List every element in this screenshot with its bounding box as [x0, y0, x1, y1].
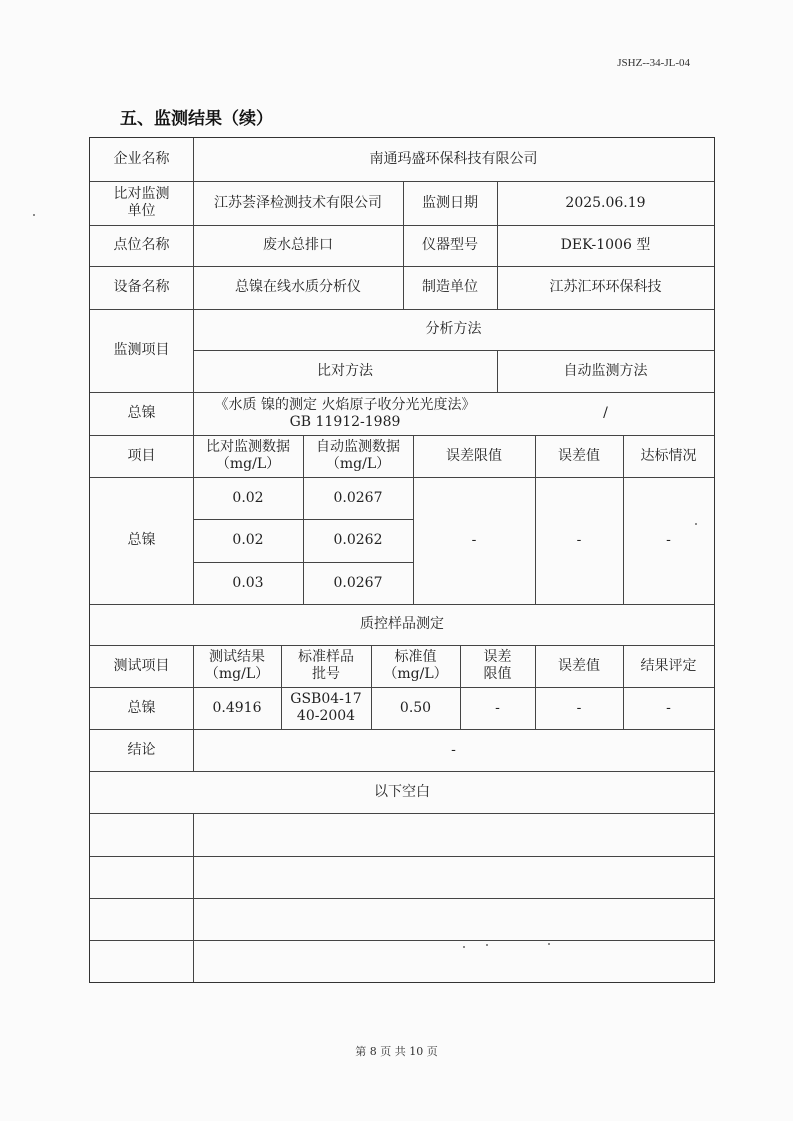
method-item-label: 监测项目 — [113, 342, 170, 358]
results-limit: - — [471, 532, 477, 548]
qc-header-result: 测试结果（mg/L） — [204, 649, 270, 682]
scan-speck — [548, 943, 550, 945]
document-code: JSHZ--34-JL-04 — [617, 57, 690, 69]
company-label: 企业名称 — [113, 151, 170, 167]
auto-method-value: / — [603, 405, 608, 421]
section-title: 五、监测结果（续） — [120, 109, 273, 129]
method-row-item: 总镍 — [127, 405, 156, 421]
company-value: 南通玛盛环保科技有限公司 — [369, 151, 538, 167]
results-header-item: 项目 — [127, 447, 156, 464]
monitoring-results-table — [89, 137, 715, 983]
results-header-auto: 自动监测数据（mg/L） — [316, 439, 400, 472]
scan-speck — [695, 523, 697, 525]
compare-method-header: 比对方法 — [317, 362, 373, 379]
monitor-date-value: 2025.06.19 — [565, 194, 646, 211]
qc-header-evaluation: 结果评定 — [640, 657, 697, 674]
results-header-error: 误差值 — [558, 447, 600, 464]
results-status: - — [666, 532, 671, 548]
results-error: - — [576, 532, 582, 548]
auto-method-header: 自动监测方法 — [563, 362, 648, 379]
qc-row-standard: 0.50 — [399, 699, 432, 716]
instrument-model-label: 仪器型号 — [422, 237, 478, 253]
results-header-limit: 误差限值 — [446, 447, 502, 464]
scan-speck — [463, 946, 465, 948]
compare-value-2: 0.02 — [232, 532, 264, 548]
qc-row-limit: - — [495, 699, 500, 716]
conclusion-value: - — [451, 741, 456, 758]
results-header-status: 达标情况 — [640, 447, 697, 464]
qc-header-error: 误差值 — [558, 657, 600, 674]
qc-row-result: 0.4916 — [212, 699, 262, 716]
results-header-compare: 比对监测数据（mg/L） — [206, 439, 290, 472]
compare-method-value: 《水质 镍的测定 火焰原子收分光光度法》GB 11912-1989 — [214, 396, 476, 430]
point-label: 点位名称 — [113, 237, 170, 253]
auto-value-2: 0.0262 — [333, 532, 383, 548]
point-value: 废水总排口 — [263, 237, 333, 253]
compare-unit-label: 比对监测单位 — [113, 186, 170, 219]
compare-value-1: 0.02 — [232, 489, 264, 506]
qc-row-batch: GSB04-1740-2004 — [290, 691, 362, 724]
manufacturer-label: 制造单位 — [422, 279, 478, 295]
page-footer: 第 8 页 共 10 页 — [355, 1045, 438, 1058]
qc-row-error: - — [576, 699, 582, 716]
scan-speck — [33, 214, 35, 216]
compare-value-3: 0.03 — [232, 574, 264, 591]
results-item: 总镍 — [127, 532, 156, 548]
auto-value-1: 0.0267 — [333, 489, 383, 506]
blank-note: 以下空白 — [374, 783, 430, 800]
instrument-model-value: DEK-1006 型 — [560, 237, 651, 253]
monitor-date-label: 监测日期 — [422, 194, 478, 211]
qc-title: 质控样品测定 — [360, 616, 444, 632]
scan-speck — [486, 944, 488, 946]
qc-header-standard: 标准值（mg/L） — [383, 649, 448, 682]
compare-unit-value: 江苏荟泽检测技术有限公司 — [214, 194, 382, 211]
qc-header-item: 测试项目 — [113, 657, 170, 674]
device-value: 总镍在线水质分析仪 — [235, 279, 361, 295]
qc-row-evaluation: - — [666, 699, 671, 716]
qc-header-limit: 误差限值 — [483, 649, 512, 682]
conclusion-label: 结论 — [127, 741, 156, 758]
auto-value-3: 0.0267 — [333, 574, 383, 591]
qc-header-batch: 标准样品批号 — [298, 649, 354, 682]
device-label: 设备名称 — [113, 279, 170, 295]
qc-row-item: 总镍 — [127, 699, 156, 716]
manufacturer-value: 江苏汇环环保科技 — [549, 279, 662, 295]
method-header: 分析方法 — [425, 321, 482, 337]
